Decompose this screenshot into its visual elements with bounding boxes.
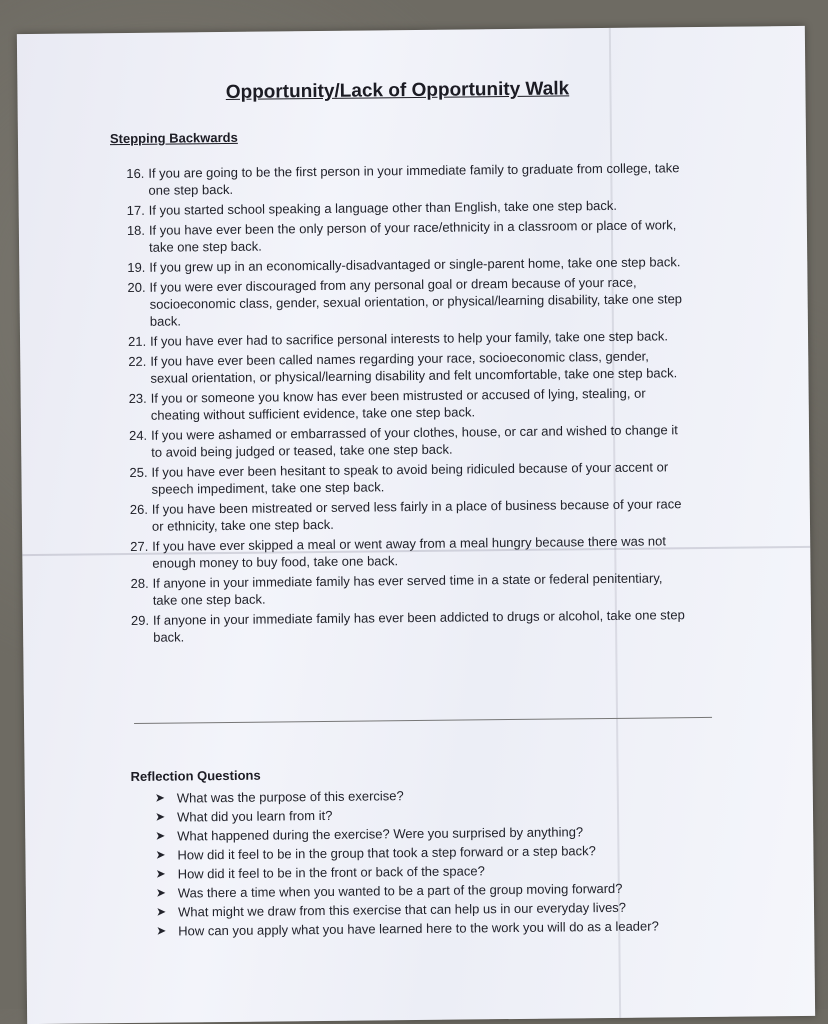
item-text: If you were ever discouraged from any personal goal or dream because of your race, socioeconomic class, gender, sexual orientation, or physical/learning disability, take one step back. <box>149 274 683 329</box>
list-item <box>127 253 687 276</box>
item-number: 19. <box>127 259 146 276</box>
list-item <box>129 384 689 424</box>
item-text: If you are going to be the first person in your immediate family to graduate from college, take one step back. <box>148 160 680 198</box>
reflection-question-list <box>155 783 697 941</box>
list-item <box>127 196 687 219</box>
item-text: If you have ever been hesitant to speak to avoid being ridiculed because of your accent or speech impediment, take one step back. <box>151 459 669 497</box>
item-number: 28. <box>130 575 149 591</box>
item-text: If you grew up in an economically-disadvantaged or single-parent home, take one step back. <box>149 254 681 275</box>
item-number: 26. <box>129 501 148 517</box>
arrow-bullet-icon: ➤ <box>155 885 166 900</box>
item-text: If you have ever been called names regarding your race, socioeconomic class, gender, sexual orientation, or physical/learning disability and felt uncomfortable, take one step back. <box>150 348 678 386</box>
page-title: Opportunity/Lack of Opportunity Walk <box>225 78 570 103</box>
item-text: If anyone in your immediate family has ever served time in a state or federal penitentiary, take one step back. <box>152 570 663 608</box>
list-item <box>126 159 686 199</box>
item-text: If anyone in your immediate family has ever been addicted to drugs or alcohol, take one step back. <box>152 607 685 645</box>
item-number: 17. <box>126 202 145 219</box>
item-number: 18. <box>126 222 146 239</box>
item-number: 24. <box>128 427 148 443</box>
list-item <box>130 495 690 535</box>
reflection-heading: Reflection Questions <box>130 767 261 785</box>
list-item <box>127 216 687 256</box>
arrow-bullet-icon: ➤ <box>155 847 166 862</box>
list-item <box>128 347 688 387</box>
item-number: 29. <box>130 612 150 628</box>
item-text: If you have ever had to sacrifice personal interests to help your family, take one step back. <box>149 328 668 349</box>
arrow-bullet-icon: ➤ <box>155 904 167 919</box>
list-item <box>129 421 689 461</box>
question-text: How did it feel to be in the front or back of the space? <box>177 863 485 882</box>
question-text: How can you apply what you have learned here to the work you will do as a leader? <box>178 918 659 939</box>
question-text: What was the purpose of this exercise? <box>176 788 404 806</box>
paper-sheet <box>17 26 815 1024</box>
list-item <box>131 569 691 609</box>
list-item <box>129 458 689 498</box>
statement-list <box>126 159 691 649</box>
item-number: 23. <box>128 390 147 407</box>
item-number: 20. <box>127 279 146 296</box>
item-text: If you have ever been the only person of your race/ethnicity in a classroom or place of work, take one step back. <box>148 217 677 255</box>
item-text: If you or someone you know has ever been mistrusted or accused of lying, stealing, or cheating without sufficient evidence, take one step back. <box>150 385 646 423</box>
section-heading: Stepping Backwards <box>109 129 238 147</box>
list-item <box>128 327 688 350</box>
arrow-bullet-icon: ➤ <box>155 866 166 881</box>
question-text: Was there a time when you wanted to be a part of the group moving forward? <box>177 880 623 901</box>
item-number: 25. <box>129 464 148 480</box>
item-number: 16. <box>126 165 145 182</box>
question-text: How did it feel to be in the group that took a step forward or a step back? <box>177 843 596 863</box>
list-item <box>127 273 688 330</box>
item-number: 27. <box>130 538 149 554</box>
arrow-bullet-icon: ➤ <box>155 828 166 843</box>
question-text: What might we draw from this exercise that can help us in our everyday lives? <box>177 899 627 920</box>
list-item <box>130 532 690 572</box>
list-item <box>131 606 691 646</box>
divider-line <box>134 717 712 724</box>
item-text: If you were ashamed or embarrassed of your clothes, house, or car and wished to change it to avoid being judged or teased, take one step back. <box>150 422 678 460</box>
item-text: If you started school speaking a language other than English, take one step back. <box>148 197 618 218</box>
item-number: 22. <box>128 353 147 370</box>
arrow-bullet-icon: ➤ <box>156 923 167 938</box>
question-text: What did you learn from it? <box>176 807 333 825</box>
arrow-bullet-icon: ➤ <box>154 809 166 824</box>
arrow-bullet-icon: ➤ <box>154 790 165 805</box>
question-text: What happened during the exercise? Were you surprised by anything? <box>177 824 584 844</box>
item-text: If you have been mistreated or served less fairly in a place of business because of your race or ethnicity, take one step back. <box>151 496 682 534</box>
item-number: 21. <box>127 333 147 350</box>
item-text: If you have ever skipped a meal or went away from a meal hungry because there was not enough money to buy food, take one back. <box>152 533 667 571</box>
